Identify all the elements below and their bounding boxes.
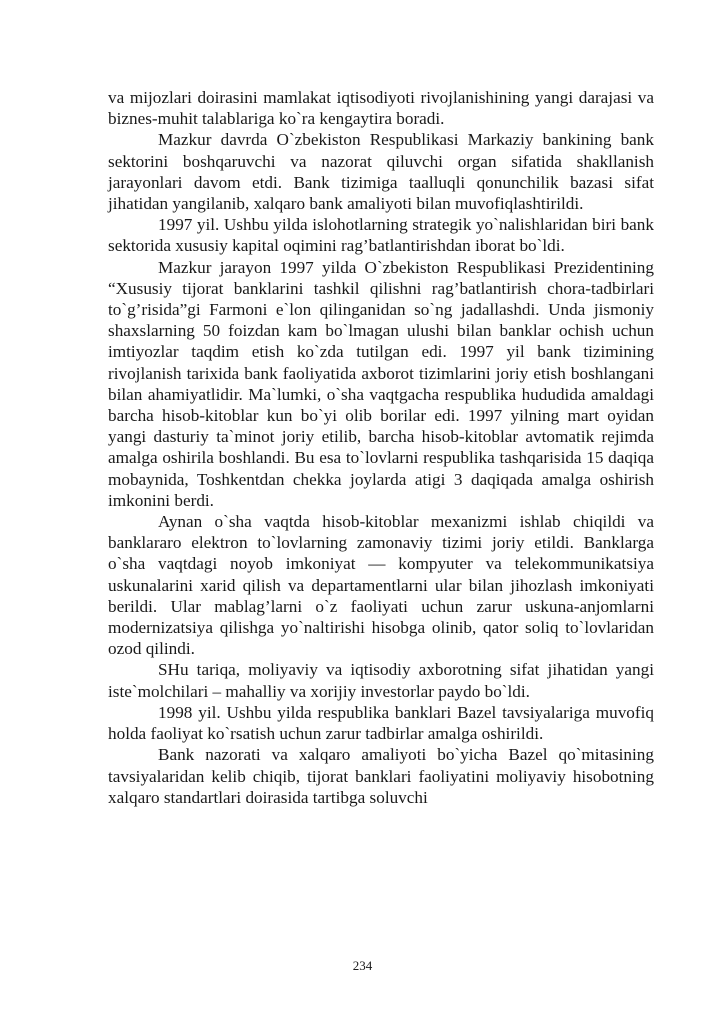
paragraph-central-bank: Mazkur davrda O`zbekiston Respublikasi Markaziy bankining bank sektorini boshqaruvchi va nazorat qiluvchi organ sifatida shakllanish jarayonlari davom etdi. Bank tizimiga taalluqli qonunchilik bazasi sifat jihatidan yangilanib, xalqaro bank amaliyoti bilan muvofiqlashtirildi. [108,130,654,214]
paragraph-1998-basel: 1998 yil. Ushbu yilda respublika banklari Bazel tavsiyalariga muvofiq holda faoliyat ko`rsatish uchun zarur tadbirlar amalga oshirildi. [108,702,654,744]
page-number: 234 [352,958,373,973]
paragraph-electronic-payments: Aynan o`sha vaqtda hisob-kitoblar mexanizmi ishlab chiqildi va banklararo elektron to`lovlarning zamonaviy tizimi joriy etildi. Banklarga o`sha vaqtdagi noyob imkoniyat — kompyuter va telekommunikatsiya uskunalarini xarid qilish va departamentlarni ular bilan jihozlash imkoniyati berildi. Ular mablag’larni o`z faoliyati uchun zarur uskuna-anjomlarni modernizatsiya qilishga yo`naltirishi hisobga olinib, qator soliq to`lovlaridan ozod qilindi. [108,512,654,659]
paragraph-basel-committee: Bank nazorati va xalqaro amaliyoti bo`yicha Bazel qo`mitasining tavsiyalaridan kelib chiqib, tijorat banklari faoliyatini moliyaviy hisobotning xalqaro standartlari doirasida tartibga soluvchi [108,745,654,807]
paragraph-investors: SHu tariqa, moliyaviy va iqtisodiy axborotning sifat jihatidan yangi iste`molchilari – mahalliy va xorijiy investorlar paydo bo`ldi. [108,660,654,701]
paragraph-1997-reforms: 1997 yil. Ushbu yilda islohotlarning strategik yo`nalishlaridan biri bank sektorida xususiy kapital oqimini rag’batlantirishdan iborat bo`ldi. [108,215,654,256]
paragraph-continuation: va mijozlari doirasini mamlakat iqtisodiyoti rivojlanishining yangi darajasi va biznes-muhit talablariga ko`ra kengaytira boradi. [108,88,654,129]
paragraph-presidential-decree: Mazkur jarayon 1997 yilda O`zbekiston Respublikasi Prezidentining “Xususiy tijorat banklarini tashkil qilishni rag’batlantirish chora-tadbirlari to`g’risida”gi Farmoni e`lon qilinganidan so`ng jadallashdi. Unda jismoniy shaxslarning 50 foizdan kam bo`lmagan ulushi bilan banklar ochish uchun imtiyozlar taqdim etish ko`zda tutilgan edi. 1997 yil bank tizimining rivojlanish tarixida bank faoliyatida axborot tizimlarini joriy etish boshlangani bilan ahamiyatlidir. Ma`lumki, o`sha vaqtgacha respublika hududida amaldagi barcha hisob-kitoblar kun bo`yi olib borilar edi. 1997 yilning mart oyidan yangi dasturiy ta`minot joriy etilib, barcha hisob-kitoblar avtomatik rejimda amalga oshirila boshlandi. Bu esa to`lovlarni respublika tashqarisida 15 daqiqa mobaynida, Toshkentdan chekka joylarda atigi 3 daqiqada amalga oshirish imkonini berdi. [108,257,654,510]
document-page [108,87,654,808]
